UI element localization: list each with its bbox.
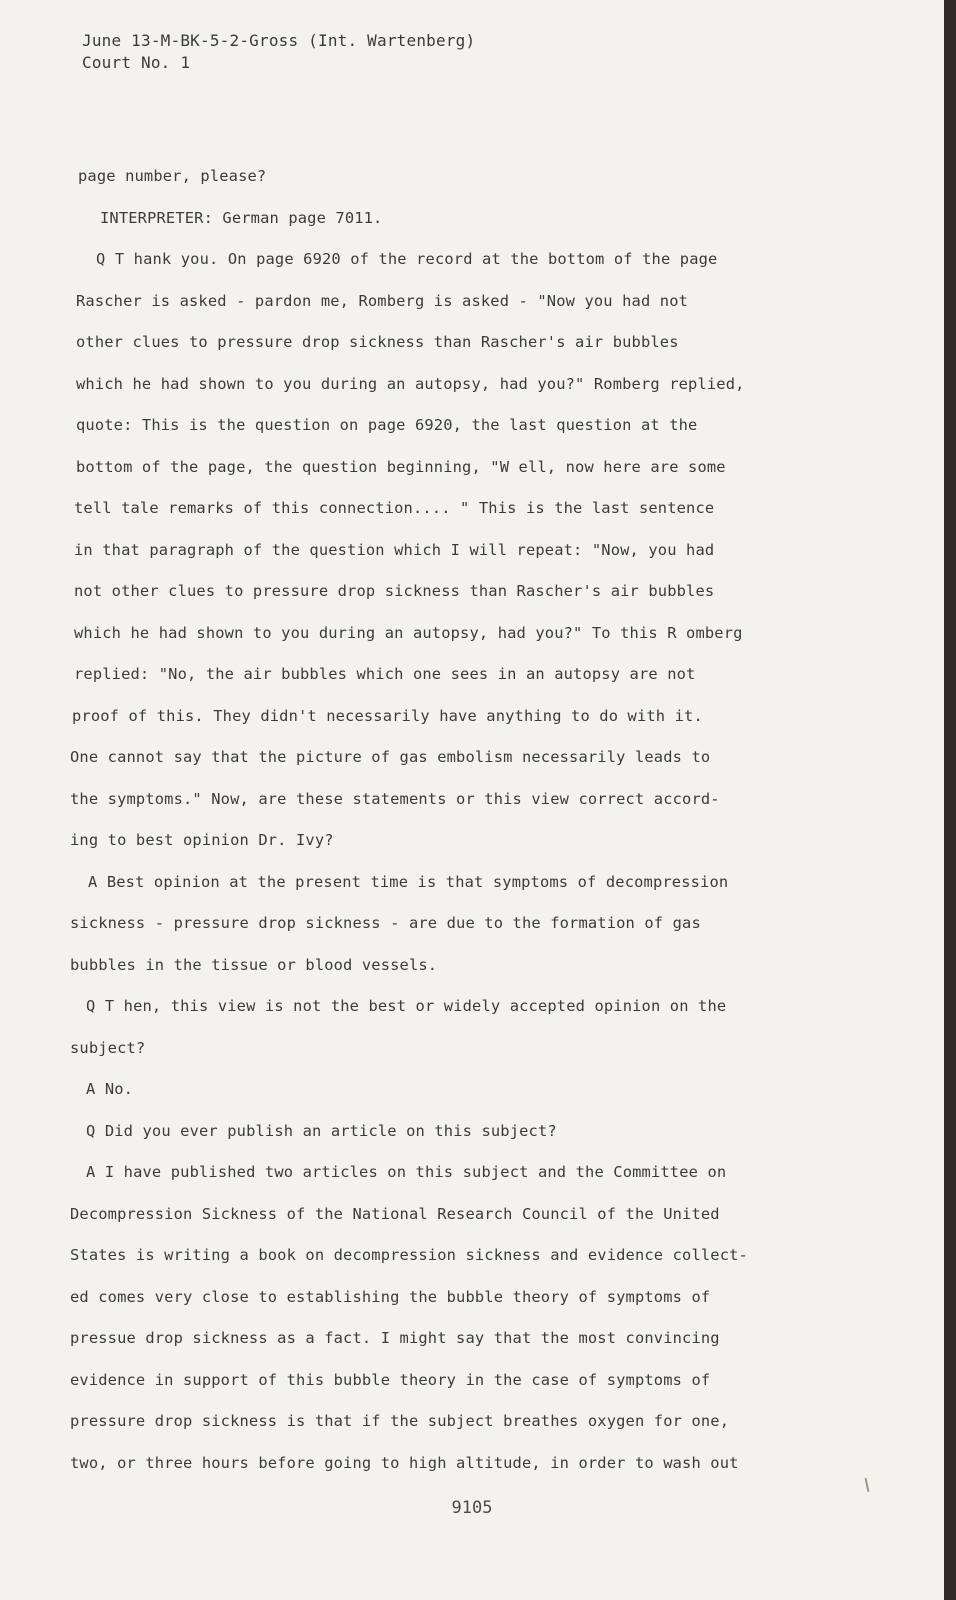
text-line: pressue drop sickness as a fact. I might say that the most convincing (70, 1329, 720, 1347)
text-line: A No. (86, 1080, 134, 1098)
text-line: Q Did you ever publish an article on this subject? (86, 1121, 557, 1140)
text-line: subject? (70, 1038, 146, 1057)
text-line: other clues to pressure drop sickness than Rascher's air bubbles (76, 333, 679, 351)
text-line: replied: "No, the air bubbles which one sees in an autopsy are not (74, 665, 696, 683)
text-line: States is writing a book on decompression sickness and evidence collect- (70, 1246, 748, 1264)
text-line: quote: This is the question on page 6920, the last question at the (76, 416, 698, 434)
text-line: page number, please? (78, 167, 267, 185)
text-line: Q T hank you. On page 6920 of the record at the bottom of the page (96, 250, 718, 268)
text-line: which he had shown to you during an autopsy, had you?" To this R omberg (74, 623, 743, 642)
text-line: bubbles in the tissue or blood vessels. (70, 955, 438, 974)
header-line-2: Court No. 1 (82, 53, 191, 72)
page-edge (944, 0, 956, 1600)
text-line: ing to best opinion Dr. Ivy? (70, 831, 334, 849)
text-line: in that paragraph of the question which I will repeat: "Now, you had (74, 540, 715, 559)
text-line: evidence in support of this bubble theory in the case of symptoms of (70, 1370, 711, 1389)
text-line: bottom of the page, the question beginning, "W ell, now here are some (76, 457, 726, 476)
text-line: sickness - pressure drop sickness - are due to the formation of gas (70, 914, 701, 932)
text-line: proof of this. They didn't necessarily have anything to do with it. (72, 706, 703, 725)
text-line: A I have published two articles on this subject and the Committee on (86, 1163, 727, 1181)
text-line: two, or three hours before going to high altitude, in order to wash out (70, 1453, 739, 1472)
document-header (82, 30, 475, 74)
text-line: the symptoms." Now, are these statements or this view correct accord- (70, 789, 720, 808)
text-line: which he had shown to you during an autopsy, had you?" Romberg replied, (76, 374, 745, 393)
page-number: 9105 (451, 1498, 493, 1518)
text-line: Rascher is asked - pardon me, Romberg is asked - "Now you had not (76, 291, 689, 310)
text-line: ed comes very close to establishing the bubble theory of symptoms of (70, 1287, 711, 1306)
text-line: INTERPRETER: German page 7011. (100, 208, 383, 227)
text-line: tell tale remarks of this connection.... " This is the last sentence (74, 499, 715, 517)
pencil-mark (865, 1478, 870, 1492)
text-line: not other clues to pressure drop sickness than Rascher's air bubbles (74, 582, 715, 600)
header-line-1: June 13-M-BK-5-2-Gross (Int. Wartenberg) (82, 31, 476, 50)
text-line: Decompression Sickness of the National Research Council of the United (70, 1204, 720, 1223)
text-line: pressure drop sickness is that if the subject breathes oxygen for one, (70, 1412, 730, 1430)
text-line: A Best opinion at the present time is that symptoms of decompression (88, 872, 729, 891)
transcript-body (70, 156, 830, 1484)
text-line: Q T hen, this view is not the best or widely accepted opinion on the (86, 997, 727, 1015)
text-line: One cannot say that the picture of gas embolism necessarily leads to (70, 748, 711, 766)
